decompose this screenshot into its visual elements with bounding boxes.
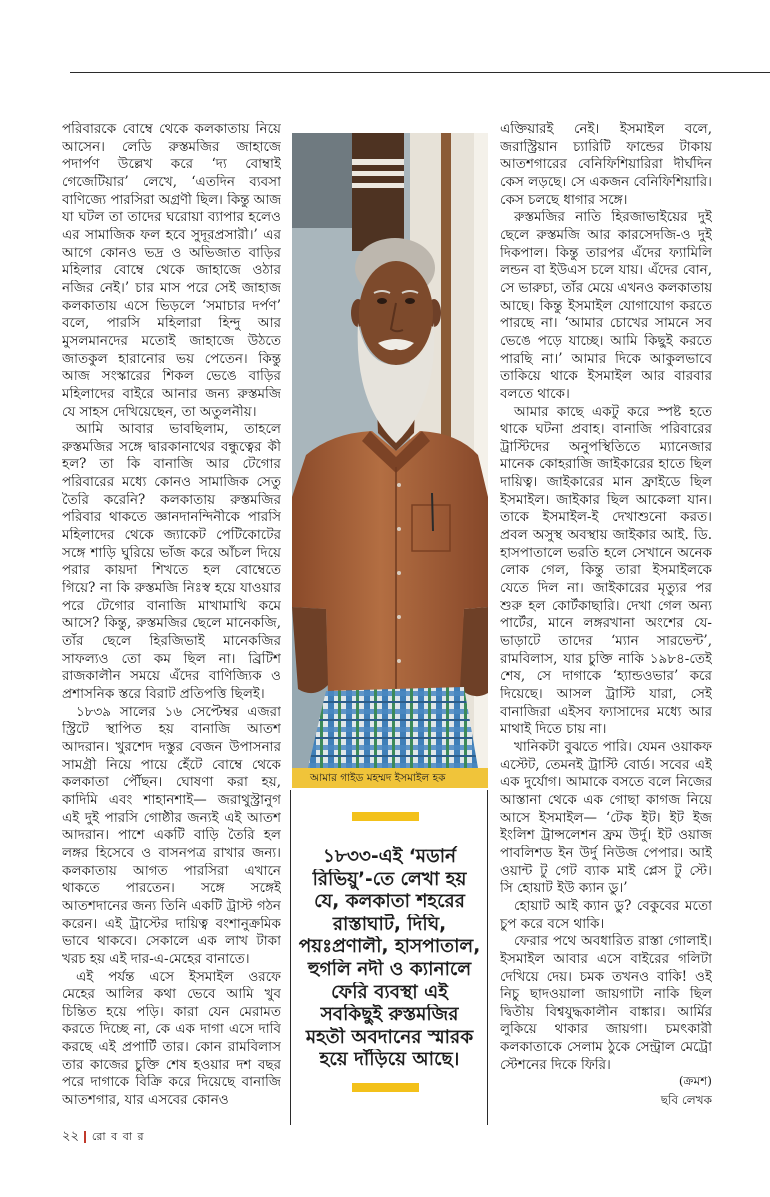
text-line: যেতে দিল না। জাইকারের মৃত্যুর পর	[500, 580, 712, 597]
text-line: তাঁর ছেলে হিরজিভাই মানেকজির	[62, 633, 281, 650]
text-line: ওয়ান্ট টু গেট ব্যাক মাই প্লেস টু স্টে।	[500, 862, 712, 879]
text-line: স্ট্রিটে স্থাপিত হয় বানাজি আতশ	[62, 721, 281, 738]
article-paragraph	[500, 209, 712, 403]
text-line: পরিবারের মধ্যে কোনও সামাজিক সেতু	[62, 474, 281, 491]
text-line: গেজেটিয়ার’ লেখে, ‘এতদিন ব্যবসা	[62, 173, 281, 190]
text-line: আছে। কিন্তু ইসমাইল যোগাযোগ করতে	[500, 297, 712, 314]
text-line: তাকে ইসমাইল-ই দেখাশুনো করত।	[500, 509, 712, 526]
pull-quote-line: সবকিছুই রুস্তমজির	[320, 1004, 459, 1026]
article-paragraph	[500, 898, 712, 933]
pull-quote-line: পয়ঃপ্রণালী, হাসপাতাল,	[298, 936, 481, 958]
text-line: পরিবারকে বোম্বে থেকে কলকাতায় নিয়ে	[62, 121, 281, 137]
text-line: এর সামাজিক ফল হবে সুদূরপ্রসারী।’ এর	[62, 226, 281, 243]
text-line: করছে এই প্রপার্টি তার। কোন রামবিলাস	[62, 1039, 281, 1056]
right-article-column	[500, 121, 712, 1074]
text-line: আগে কোনও ভদ্র ও অভিজাত বাড়ির	[62, 244, 281, 261]
text-line: পরে দাগাকে বিক্রি করে দিয়েছে বানাজি	[62, 1074, 281, 1091]
shirt-button	[397, 659, 401, 663]
text-line: ইসমাইল। জাইকার ছিল আকেলা যান।	[500, 491, 712, 508]
text-line: পারছি না।’ আমার দিকে আকুলভাবে	[500, 350, 712, 367]
text-line: মানেক কোহরাজি জাইকারের হাতে ছিল	[500, 456, 712, 473]
text-line: সে ভারুচা, তাঁর মেয়ে এখনও কলকাতায়	[500, 280, 712, 296]
text-line: দিকপাল। কিন্তু তারপর এঁদের ফ্যামিলি	[500, 244, 712, 261]
face	[359, 261, 433, 365]
text-line: রাজকালীন সময়ে এঁদের বাণিজ্যিক ও	[62, 668, 281, 685]
article-paragraph	[62, 969, 281, 1110]
text-line: প্রবল অসুস্থ অবস্থায় জাইকার আই. ডি.	[500, 527, 712, 544]
text-line: পারছে না। ‘আমার চোখের সামনে সব	[500, 315, 712, 332]
text-line: তৈরি করেনি? কলকাতায় রুস্তমজির	[62, 491, 281, 508]
shirt-button	[397, 527, 401, 531]
text-line: ইসমাইল আবার এসে বাইরের গলিটা	[500, 950, 712, 967]
text-line: আমি আবার ভাবছিলাম, তাহলে	[76, 421, 281, 438]
text-line: ভাড়াটে তাদের ‘ম্যান সারভেন্ট’,	[500, 633, 712, 650]
text-line: লুকিয়ে থাকার জায়গা। চমৎকারী	[500, 1021, 712, 1038]
text-line: যে সাহস দেখিয়েছেন, তা অতুলনীয়।	[62, 403, 257, 420]
text-line: যা ঘটল তা তাদের ঘরোয়া ব্যাপার হলেও	[62, 209, 281, 226]
text-line: রামবিলাস, যার চুক্তি নাকি ১৯৮৪-তেই	[500, 650, 712, 667]
text-line: ইংলিশ ট্রান্সলেশন ফ্রম উর্দু। ইট ওয়াজ	[500, 827, 712, 844]
text-line: স্টেশনের দিকে ফিরি।	[500, 1056, 611, 1073]
article-paragraph	[500, 404, 712, 739]
pull-quote-right-rule	[487, 790, 488, 1125]
article-paragraph	[62, 704, 281, 969]
text-line: আজ সংস্কারের শিকল ভেঙে বাড়ির	[62, 368, 281, 385]
text-line: করেন। এই ট্রাস্টের দায়িত্ব বংশানুক্রমিক	[62, 915, 281, 932]
text-line: খরচ হয় এই দার-এ-মেহের বানাতে।	[62, 950, 250, 967]
text-line: তাকিয়ে থাকে ইসমাইল আর বারবার	[500, 368, 712, 385]
article-paragraph	[500, 933, 712, 1074]
text-line: আদরান। খুরশেদ দস্তুর বেজন উপাসনার	[62, 738, 281, 755]
wooden-pole	[352, 133, 404, 251]
text-line: করতে দিচ্ছে না, কে এক দাগা এসে দাবি	[62, 1021, 281, 1038]
pull-quote-line: হুগলি নদী ও ক্যানালে	[307, 958, 472, 980]
pull-quote-line: যে, কলকাতা শহরের	[314, 891, 465, 913]
photo-credit: ছবি লেখক	[660, 1093, 712, 1107]
text-line: কলকাতায় এসে ভিড়লে ‘সমাচার দর্পণ’	[62, 297, 281, 314]
text-line: ভেঙে পড়ে যাচ্ছে। আমি কিছুই করতে	[500, 332, 712, 349]
text-line: প্রশাসনিক স্তরে বিরাট প্রতিপত্তি ছিলই।	[62, 686, 265, 702]
text-line: সাফল্যও তো কম ছিল না। ব্রিটিশ	[62, 650, 281, 667]
text-line: কলকাতায় আগত পারসিরা এখানে	[62, 862, 281, 879]
photo-caption: আমার গাইড মহম্মদ ইসমাইল হক	[292, 768, 488, 788]
article-paragraph	[500, 739, 712, 898]
text-line: এই দুই পারসি গোষ্ঠীর জন্যই এই আতশ	[62, 809, 281, 826]
top-rule	[70, 72, 770, 73]
text-line: তার কাজের চুক্তি শেষ হওয়ার দশ বছর	[62, 1056, 281, 1073]
footer-separator	[84, 1131, 86, 1143]
text-line: দায়িত্ব। জাইকারের মান ফ্রাইডে ছিল	[500, 474, 712, 491]
text-line: শুরু হল কোর্টকাছারি। দেখা গেল অন্য	[500, 597, 712, 614]
article-paragraph	[62, 121, 281, 421]
text-line: বলতে থাকে।	[500, 385, 570, 402]
pull-quote-line: হয়ে দাঁড়িয়ে আছে।	[319, 1049, 460, 1071]
text-line: মহিলাদের বাইরে আনার জন্য রুস্তমজি	[62, 385, 281, 402]
text-line: আসেন। লেডি রুস্তমজির জাহাজে	[62, 138, 281, 155]
text-line: পদার্পণ উল্লেখ করে ‘দ্য বোম্বাই	[62, 156, 281, 173]
text-line: আমার কাছে একটু করে স্পষ্ট হতে	[514, 403, 712, 420]
pull-quote-line: রিভিয়ু’-তে লেখা হয়	[312, 868, 467, 890]
text-line: থাকে ঘটনা প্রবাহ। বানাজি পরিবারের	[500, 421, 712, 438]
text-line: আদরান। পাশে একটি বাড়ি তৈরি হল	[62, 827, 281, 844]
text-line: এই পর্যন্ত এসে ইসমাইল ওরফে	[76, 968, 281, 985]
shirt-button	[397, 571, 401, 575]
text-line: থাকতে পারতেন। সঙ্গে সঙ্গেই	[62, 880, 281, 897]
text-line: জাতকুল হারানোর ভয় পেতেন। কিন্তু	[62, 350, 281, 367]
text-line: মহিলাদের থেকে জ্যাকেট পেটিকোটের	[62, 527, 281, 544]
page-footer	[62, 1128, 145, 1146]
shirt-button	[397, 483, 401, 487]
text-line: ছেলে রুস্তমজি আর কারসেদজি-ও দুই	[500, 226, 712, 243]
text-line: কলকাতা পৌঁছন। ঘোষণা করা হয়,	[62, 774, 281, 791]
right-eye	[405, 298, 415, 304]
text-line: পরে টেগোর বানাজি মাখামাখি কমে	[62, 597, 281, 614]
text-line: কেস লড়ছে। সে একজন বেনিফিশিয়ারি।	[500, 173, 712, 190]
text-line: লঙ্গর হিসেবে ও বাসনপত্র রাখার জন্য।	[62, 844, 281, 861]
pull-quote-line: মহতী অবদানের স্মারক	[305, 1026, 474, 1048]
text-line: দেখিয়ে দেয়। চমক তখনও বাকি! ওই	[500, 968, 712, 985]
text-line: লন্ডন বা ইউএস চলে যায়। এঁদের বোন,	[500, 262, 712, 279]
lungi	[308, 687, 478, 768]
text-line: নজির নেই।’ চার মাস পরে সেই জাহাজ	[62, 279, 281, 296]
left-forearm	[292, 607, 328, 693]
text-line: লোক গেল, কিন্তু তারা ইসমাইলকে	[500, 562, 712, 579]
text-line: পরার কায়দা শিখতে হল বোম্বেতে	[62, 562, 281, 579]
text-line: বানাজিরা এইসব ফ্যাসাদের মধ্যে আর	[500, 703, 712, 720]
text-line: এস্টেট, তেমনই ট্রাস্টি বোর্ড। সবের এই	[500, 756, 712, 773]
left-article-column	[62, 121, 281, 1110]
text-line: মাথাই দিতে চায় না।	[500, 721, 607, 738]
guide-photo	[292, 133, 488, 768]
text-line: মুসলমানদের মতোই জাহাজে উঠতে	[62, 332, 281, 349]
text-line: বলে, পারসি মহিলারা হিন্দু আর	[62, 315, 281, 332]
text-line: আতশগার, যার এসবের কোনও	[62, 1092, 229, 1109]
text-line: সি হোয়াট ইউ ক্যান ডু।’	[500, 880, 628, 897]
text-line: ১৮৩৯ সালের ১৬ সেপ্টেম্বর এজরা	[76, 703, 281, 720]
pull-quote-line: রাস্তাঘাট, দিঘি,	[332, 913, 447, 935]
text-line: সঙ্গে শাড়ি ঘুরিয়ে ভাঁজ করে আঁচল দিয়ে	[62, 544, 281, 561]
article-paragraph	[62, 421, 281, 704]
text-line: এক দুর্যোগ। আমাকে বসতে বলে নিজের	[500, 775, 712, 791]
text-line: আসে? কিন্তু, রুস্তমজির ছেলে মানেকজি,	[62, 615, 281, 632]
article-paragraph	[500, 121, 712, 209]
pull-quote-line: ১৮৩৩-এই ‘মডার্ন	[322, 846, 457, 867]
pull-quote-top-accent	[352, 812, 419, 821]
text-line: মহিলার বোম্বে থেকে জাহাজে ওঠার	[62, 262, 281, 279]
text-line: এক্তিয়ারই নেই। ইসমাইল বলে,	[500, 121, 712, 137]
pull-quote-bottom-accent	[352, 1083, 419, 1092]
pull-quote-left-rule	[290, 790, 291, 1125]
text-line: মেহের আলির কথা ভেবে আমি খুব	[62, 986, 281, 1003]
text-line: পরিবার থাকতে জ্ঞানদানন্দিনীকে পারসি	[62, 509, 281, 526]
text-line: খানিকটা বুঝতে পারি। যেমন ওয়াকফ	[514, 738, 712, 755]
text-line: হোয়াট আই ক্যান ডু? বেকুবের মতো	[514, 897, 712, 914]
pull-quote	[294, 846, 485, 1072]
pen	[432, 493, 433, 531]
text-line: হল? তা কি বানাজি আর টেগোর	[62, 456, 281, 473]
text-line: ভাবে থাকবে। সেকালে এক লাখ টাকা	[62, 933, 281, 950]
text-line: দিয়েছে। আসল ট্রাস্টি যারা, সেই	[500, 686, 712, 702]
text-line: বাণিজ্যে পারসিরা অগ্রণী ছিল। কিন্তু আজ	[62, 192, 281, 208]
text-line: দ্বিতীয় বিশ্বযুদ্ধকালীন বাঙ্কার। আর্মির	[500, 1003, 712, 1020]
right-forearm	[460, 607, 488, 696]
text-line: ফেরার পথে অবধারিত রাস্তা গোলাই।	[514, 933, 712, 950]
text-line: পার্টের, মানে লঙ্গরখানা অংশের যে-	[500, 615, 712, 632]
text-line: পাবলিশড ইন উর্দু নিউজ পেপার। আই	[500, 844, 712, 861]
text-line: আতশগারের বেনিফিশিয়ারিরা দীর্ঘদিন	[500, 156, 712, 173]
text-line: রুস্তমজির সঙ্গে দ্বারকানাথের বন্ধুত্বের কী	[62, 438, 281, 455]
text-line: রুস্তমজির নাতি হিরজাভাইয়ের দুই	[514, 209, 712, 226]
text-line: কেস চলছে ধাগার সঙ্গে।	[500, 191, 628, 208]
pull-quote-line: ফেরি ব্যবস্থা এই	[331, 981, 448, 1003]
text-line: জরাস্ট্রিয়ান চ্যারিটি ফান্ডের টাকায়	[500, 138, 712, 155]
guide-photo-image	[292, 133, 488, 768]
text-line: সামগ্রী নিয়ে পায়ে হেঁটে বোম্বে থেকে	[62, 756, 281, 773]
text-line: হাসপাতালে ভরতি হলে সেখানে অনেক	[500, 544, 712, 561]
text-line: চিন্তিত হয়ে পড়ি। কারা যেন মেরামত	[62, 1003, 281, 1020]
left-eye	[377, 298, 387, 304]
text-line: শেষ, সে দাগাকে ‘হ্যান্ডওভার’ করে	[500, 668, 712, 685]
text-line: আতশদানের জন্য তিনি একটি ট্রাস্ট গঠন	[62, 897, 281, 914]
text-line: কাদিমি এবং শাহানশাই— জরাথুস্ট্রানুগ	[62, 791, 281, 808]
magazine-name: রো ব বা র	[91, 1130, 145, 1143]
continued-note: (ক্রমশ)	[678, 1074, 712, 1088]
page-number: ২২	[62, 1129, 79, 1144]
text-line: নিচু ছাদওয়ালা জায়গাটা নাকি ছিল	[500, 986, 712, 1003]
text-line: আসে ইসমাইল— ‘টেক ইট। ইট ইজ	[500, 809, 712, 826]
text-line: আস্তানা থেকে এক গোছা কাগজ নিয়ে	[500, 791, 712, 808]
text-line: কলকাতাকে সেলাম ঠুকে সেন্ট্রাল মেট্রো	[500, 1039, 712, 1056]
text-line: চুপ করে বসে থাকি।	[500, 915, 605, 932]
text-line: ট্রাস্টিদের অনুপস্থিতিতে ম্যানেজার	[500, 438, 712, 455]
text-line: গিয়ে? না কি রুস্তমজি নিঃস্ব হয়ে যাওয়ার	[62, 580, 281, 597]
shirt-button	[397, 615, 401, 619]
